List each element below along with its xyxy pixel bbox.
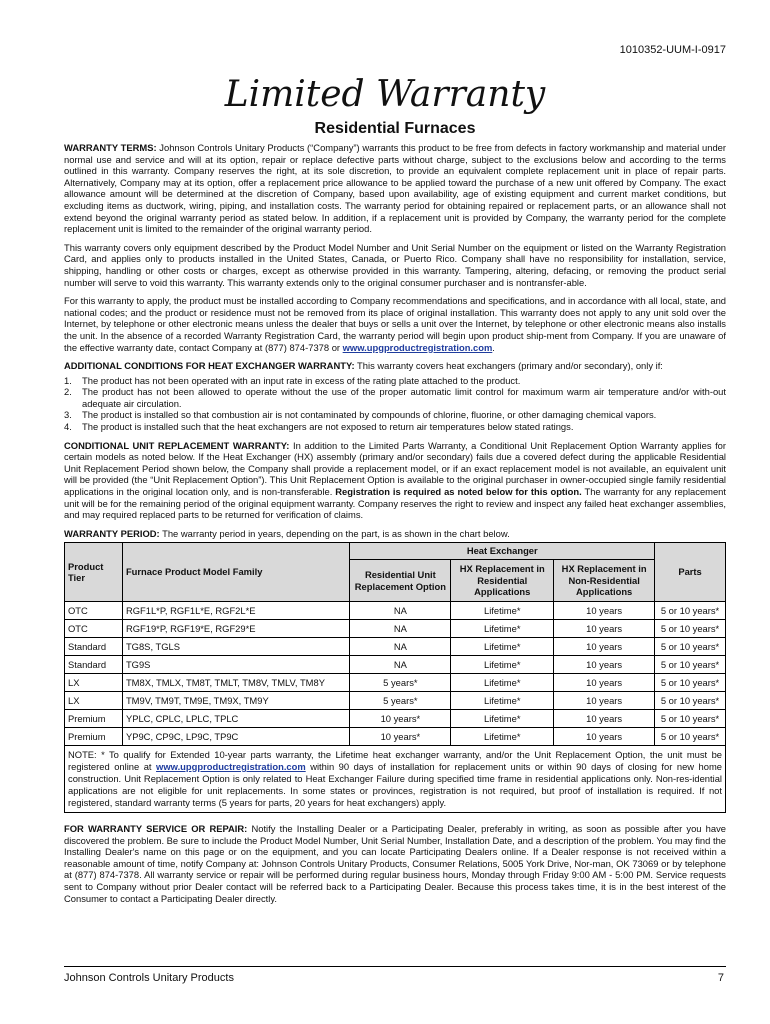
warranty-period-paragraph — [64, 528, 726, 540]
table-row — [65, 602, 726, 620]
cell-tier: LX — [65, 692, 123, 710]
warranty-terms-text: Johnson Controls Unitary Products (“Company”) warrants this product to be free from defects in factory workmanship and material under normal use and service and will at its option, repair or replace defective parts without charge, subject to the exclusions below and according to the terms outlined in this warranty. Company reserves the right, at its sole discretion, to provide an equivalent complete replacement unit in place of repair parts. Alternatively, Company may at its option, offer a replacement price allowance to be applied toward the purchase of a new unit offered by Company. The exact allowance amount will be determined at the discretion of Company, based upon availability, age of existing equipment and current market conditions, but excluding items as ductwork, wiring, piping, and installation costs. The warranty period for obtaining repaired or replacement parts, or an allowance shall not extend beyond the original warranty period as stated below. In addition, if a replacement unit is provided by Company, the warranty period for the complete replacement unit is limited to the remainder of the original warranty period. — [64, 142, 727, 235]
list-item-number: 4. — [64, 421, 72, 433]
cell-tier: LX — [65, 674, 123, 692]
warranty-period-text: The warranty period in years, depending on the part, is as shown in the chart below. — [159, 527, 510, 539]
table-row — [65, 674, 726, 692]
cell-family: TM9V, TM9T, TM9E, TM9X, TM9Y — [122, 692, 349, 710]
cell-hx-nonresidential: 10 years — [554, 710, 655, 728]
header-product-tier: Product Tier — [65, 543, 123, 602]
cell-parts: 5 or 10 years* — [655, 638, 726, 656]
cell-tier: Premium — [65, 728, 123, 746]
coverage-paragraph: This warranty covers only equipment described by the Product Model Number and Unit Serial Number on the equipment or listed on the Warranty Registration Card, and applies only to products installed in the United States, Canada, or Puerto Rico. Company shall have no responsibility for installation, service, shipping, handling or other costs or charges, except as otherwise provided in this warranty. Tampering, altering, defacing, or removing the product serial number will serve to void this warranty. This warranty extends only to the original consumer purchaser and is nontransfer-able. — [64, 241, 726, 288]
cell-parts: 5 or 10 years* — [655, 674, 726, 692]
list-item — [64, 375, 726, 387]
hx-conditions-intro — [64, 360, 726, 372]
page-title: Limited Warranty — [224, 74, 546, 115]
page-subtitle: Residential Furnaces — [314, 120, 476, 137]
note-end: within 90 days of installation for replacement units or within 90 days of closing for new home construction. Unit Replacement Option is only related to Heat Exchanger Failure during specified time frame in residential applications only. Non-res-idential applications are not eligible for unit replacements. In some states or provinces, registration is not required, but proof of installation is required. If not registered, standard warranty terms (5 years for parts, 20 years for heat exchangers) apply. — [68, 761, 723, 808]
header-hx-residential: HX Replacement in Residential Applications — [451, 560, 554, 602]
document-body — [64, 142, 726, 911]
footer-company: Johnson Controls Unitary Products — [64, 972, 234, 984]
cell-unit-replacement: 5 years* — [350, 692, 451, 710]
note-registration-link[interactable]: www.upgproductregistration.com — [156, 761, 306, 772]
header-unit-replacement: Residential Unit Replacement Option — [350, 560, 451, 602]
list-item — [64, 409, 726, 421]
registration-link[interactable]: www.upgproductregistration.com — [342, 341, 493, 353]
header-hx-nonresidential: HX Replacement in Non-Residential Applications — [554, 560, 655, 602]
conditional-replacement-end: The warranty for any replacement unit will be for the remaining period of the original equipment warranty. Company reserves the right to review and inspect any failed heat exchanger assemblies, and may required replaced parts to be returned for verification of claims. — [64, 486, 727, 521]
cell-tier: Premium — [65, 710, 123, 728]
cell-hx-nonresidential: 10 years — [554, 656, 655, 674]
cell-parts: 5 or 10 years* — [655, 728, 726, 746]
cell-hx-residential: Lifetime* — [451, 674, 554, 692]
cell-unit-replacement: 10 years* — [350, 728, 451, 746]
cell-hx-residential: Lifetime* — [451, 620, 554, 638]
table-row — [65, 620, 726, 638]
table-note — [65, 746, 726, 813]
cell-unit-replacement: NA — [350, 620, 451, 638]
table-header-row — [65, 543, 726, 560]
hx-conditions-list — [64, 375, 726, 433]
cell-family: TG9S — [122, 656, 349, 674]
cell-parts: 5 or 10 years* — [655, 602, 726, 620]
cell-parts: 5 or 10 years* — [655, 620, 726, 638]
cell-unit-replacement: 10 years* — [350, 710, 451, 728]
cell-family: RGF19*P, RGF19*E, RGF29*E — [122, 620, 349, 638]
cell-tier: Standard — [65, 638, 123, 656]
cell-unit-replacement: 5 years* — [350, 674, 451, 692]
cell-family: TM8X, TMLX, TM8T, TMLT, TM8V, TMLV, TM8Y — [122, 674, 349, 692]
table-row — [65, 728, 726, 746]
cell-unit-replacement: NA — [350, 638, 451, 656]
hx-conditions-label: ADDITIONAL CONDITIONS FOR HEAT EXCHANGER WARRANTY: — [64, 360, 355, 372]
cell-parts: 5 or 10 years* — [655, 656, 726, 674]
conditional-replacement-label: CONDITIONAL UNIT REPLACEMENT WARRANTY: — [64, 439, 290, 451]
warranty-period-label: WARRANTY PERIOD: — [64, 527, 160, 539]
warranty-period-table — [64, 542, 726, 813]
table-row — [65, 656, 726, 674]
cell-unit-replacement: NA — [350, 602, 451, 620]
cell-hx-nonresidential: 10 years — [554, 620, 655, 638]
table-row — [65, 692, 726, 710]
service-paragraph — [64, 823, 726, 904]
hx-conditions-text: This warranty covers heat exchangers (primary and/or secondary), only if: — [354, 360, 663, 372]
list-item-text: The product has not been operated with an input rate in excess of the rating plate attached to the product. — [82, 374, 521, 386]
list-item-text: The product is installed such that the heat exchangers are not exposed to return air temperatures below stated ratings. — [82, 421, 574, 433]
footer-divider — [64, 966, 726, 967]
cell-unit-replacement: NA — [350, 656, 451, 674]
list-item-text: The product is installed so that combustion air is not contaminated by compounds of chlorine, fluorine, or other damaging chemical vapors. — [82, 409, 657, 421]
list-item — [64, 386, 726, 409]
header-model-family: Furnace Product Model Family — [122, 543, 349, 602]
conditional-replacement-text: In addition to the Limited Parts Warranty, a Conditional Unit Replacement Option Warranty applies for certain models as noted below. If the Heat Exchanger (HX) assembly (primary and/or secondary) fails due a covered defect during the applicable Residential Unit Replacement Period shown below, the Company shall provide a replacement model, or if an exact replacement model is not available, an equivalent unit will be provided (the “Unit Replacement Option”). This Unit Replacement Option is available to the original purchaser in owner-occupied single family residential applications in the original location only, and is non-transferable. — [64, 439, 727, 498]
warranty-terms-paragraph — [64, 142, 726, 235]
cell-tier: OTC — [65, 602, 123, 620]
cell-hx-residential: Lifetime* — [451, 638, 554, 656]
header-parts: Parts — [655, 543, 726, 602]
cell-hx-residential: Lifetime* — [451, 710, 554, 728]
note-text: NOTE: * To qualify for Extended 10-year parts warranty, the Lifetime heat exchanger warranty, and/or the Unit Replacement Option, the unit must be registered online at — [68, 749, 722, 772]
table-row — [65, 638, 726, 656]
header-heat-exchanger: Heat Exchanger — [350, 543, 655, 560]
cell-parts: 5 or 10 years* — [655, 710, 726, 728]
conditional-replacement-paragraph — [64, 440, 726, 521]
cell-hx-nonresidential: 10 years — [554, 692, 655, 710]
list-item-number: 3. — [64, 409, 72, 421]
apply-end: . — [492, 341, 495, 353]
cell-hx-residential: Lifetime* — [451, 656, 554, 674]
cell-family: YP9C, CP9C, LP9C, TP9C — [122, 728, 349, 746]
cell-hx-nonresidential: 10 years — [554, 602, 655, 620]
service-label: FOR WARRANTY SERVICE OR REPAIR: — [64, 823, 248, 834]
cell-hx-residential: Lifetime* — [451, 728, 554, 746]
list-item-text: The product has not been allowed to operate without the use of the proper automatic limit control for maximum warm air temperature and/or with-out adequate air circulation. — [82, 386, 726, 409]
document-id: 1010352-UUM-I-0917 — [619, 44, 726, 56]
cell-family: TG8S, TGLS — [122, 638, 349, 656]
cell-hx-nonresidential: 10 years — [554, 638, 655, 656]
list-item — [64, 421, 726, 433]
cell-parts: 5 or 10 years* — [655, 692, 726, 710]
registration-required-note: Registration is required as noted below for this option. — [335, 486, 582, 498]
cell-tier: OTC — [65, 620, 123, 638]
cell-family: YPLC, CPLC, LPLC, TPLC — [122, 710, 349, 728]
table-note-row — [65, 746, 726, 813]
cell-family: RGF1L*P, RGF1L*E, RGF2L*E — [122, 602, 349, 620]
cell-tier: Standard — [65, 656, 123, 674]
list-item-number: 1. — [64, 374, 72, 386]
cell-hx-residential: Lifetime* — [451, 602, 554, 620]
list-item-number: 2. — [64, 386, 72, 398]
apply-paragraph — [64, 295, 726, 353]
cell-hx-residential: Lifetime* — [451, 692, 554, 710]
cell-hx-nonresidential: 10 years — [554, 674, 655, 692]
apply-text: For this warranty to apply, the product must be installed according to Company recommendations and specifications, and in accordance with all local, state, and national codes; and the product or residence must not be removed from its place of original installation. This warranty does not apply to any unit sold over the Internet, by telephone or other electronic means unless the dealer that buys or sells a unit over the Internet, by telephone or other electronic means also installs the unit. In the absence of a recorded Warranty Registration Card, the warranty period will begin upon product ship-ment from Company. If you are unaware of the effective warranty date, contact Company at (877) 874-7378 or — [64, 295, 726, 353]
cell-hx-nonresidential: 10 years — [554, 728, 655, 746]
warranty-terms-label: WARRANTY TERMS: — [64, 142, 157, 153]
table-row — [65, 710, 726, 728]
service-text: Notify the Installing Dealer or a Participating Dealer, preferably in writing, as soon as possible after you have discovered the problem. Be sure to include the Product Model Number, Unit Serial Number, Installation Date, and a description of the problem. You may find the Installing Dealer's name on this page or on the equipment, and you can locate Participating Dealers online. If a Dealer response is not received within a reasonable amount of time, notify Company at: Johnson Controls Unitary Products, Consumer Relations, 5005 York Drive, Nor-man, OK 73069 or by telephone at (877) 874-7378. All warranty service or repair will be performed during regular business hours, Monday through Friday 9:00 AM - 5:00 PM. Service requests sent to Company without prior Dealer contact will be referred back to a Participating Dealer. Because this process takes time, it is in the best interest of the Consumer to contact a Participating Dealer directly. — [64, 823, 726, 904]
page-number: 7 — [717, 972, 724, 984]
